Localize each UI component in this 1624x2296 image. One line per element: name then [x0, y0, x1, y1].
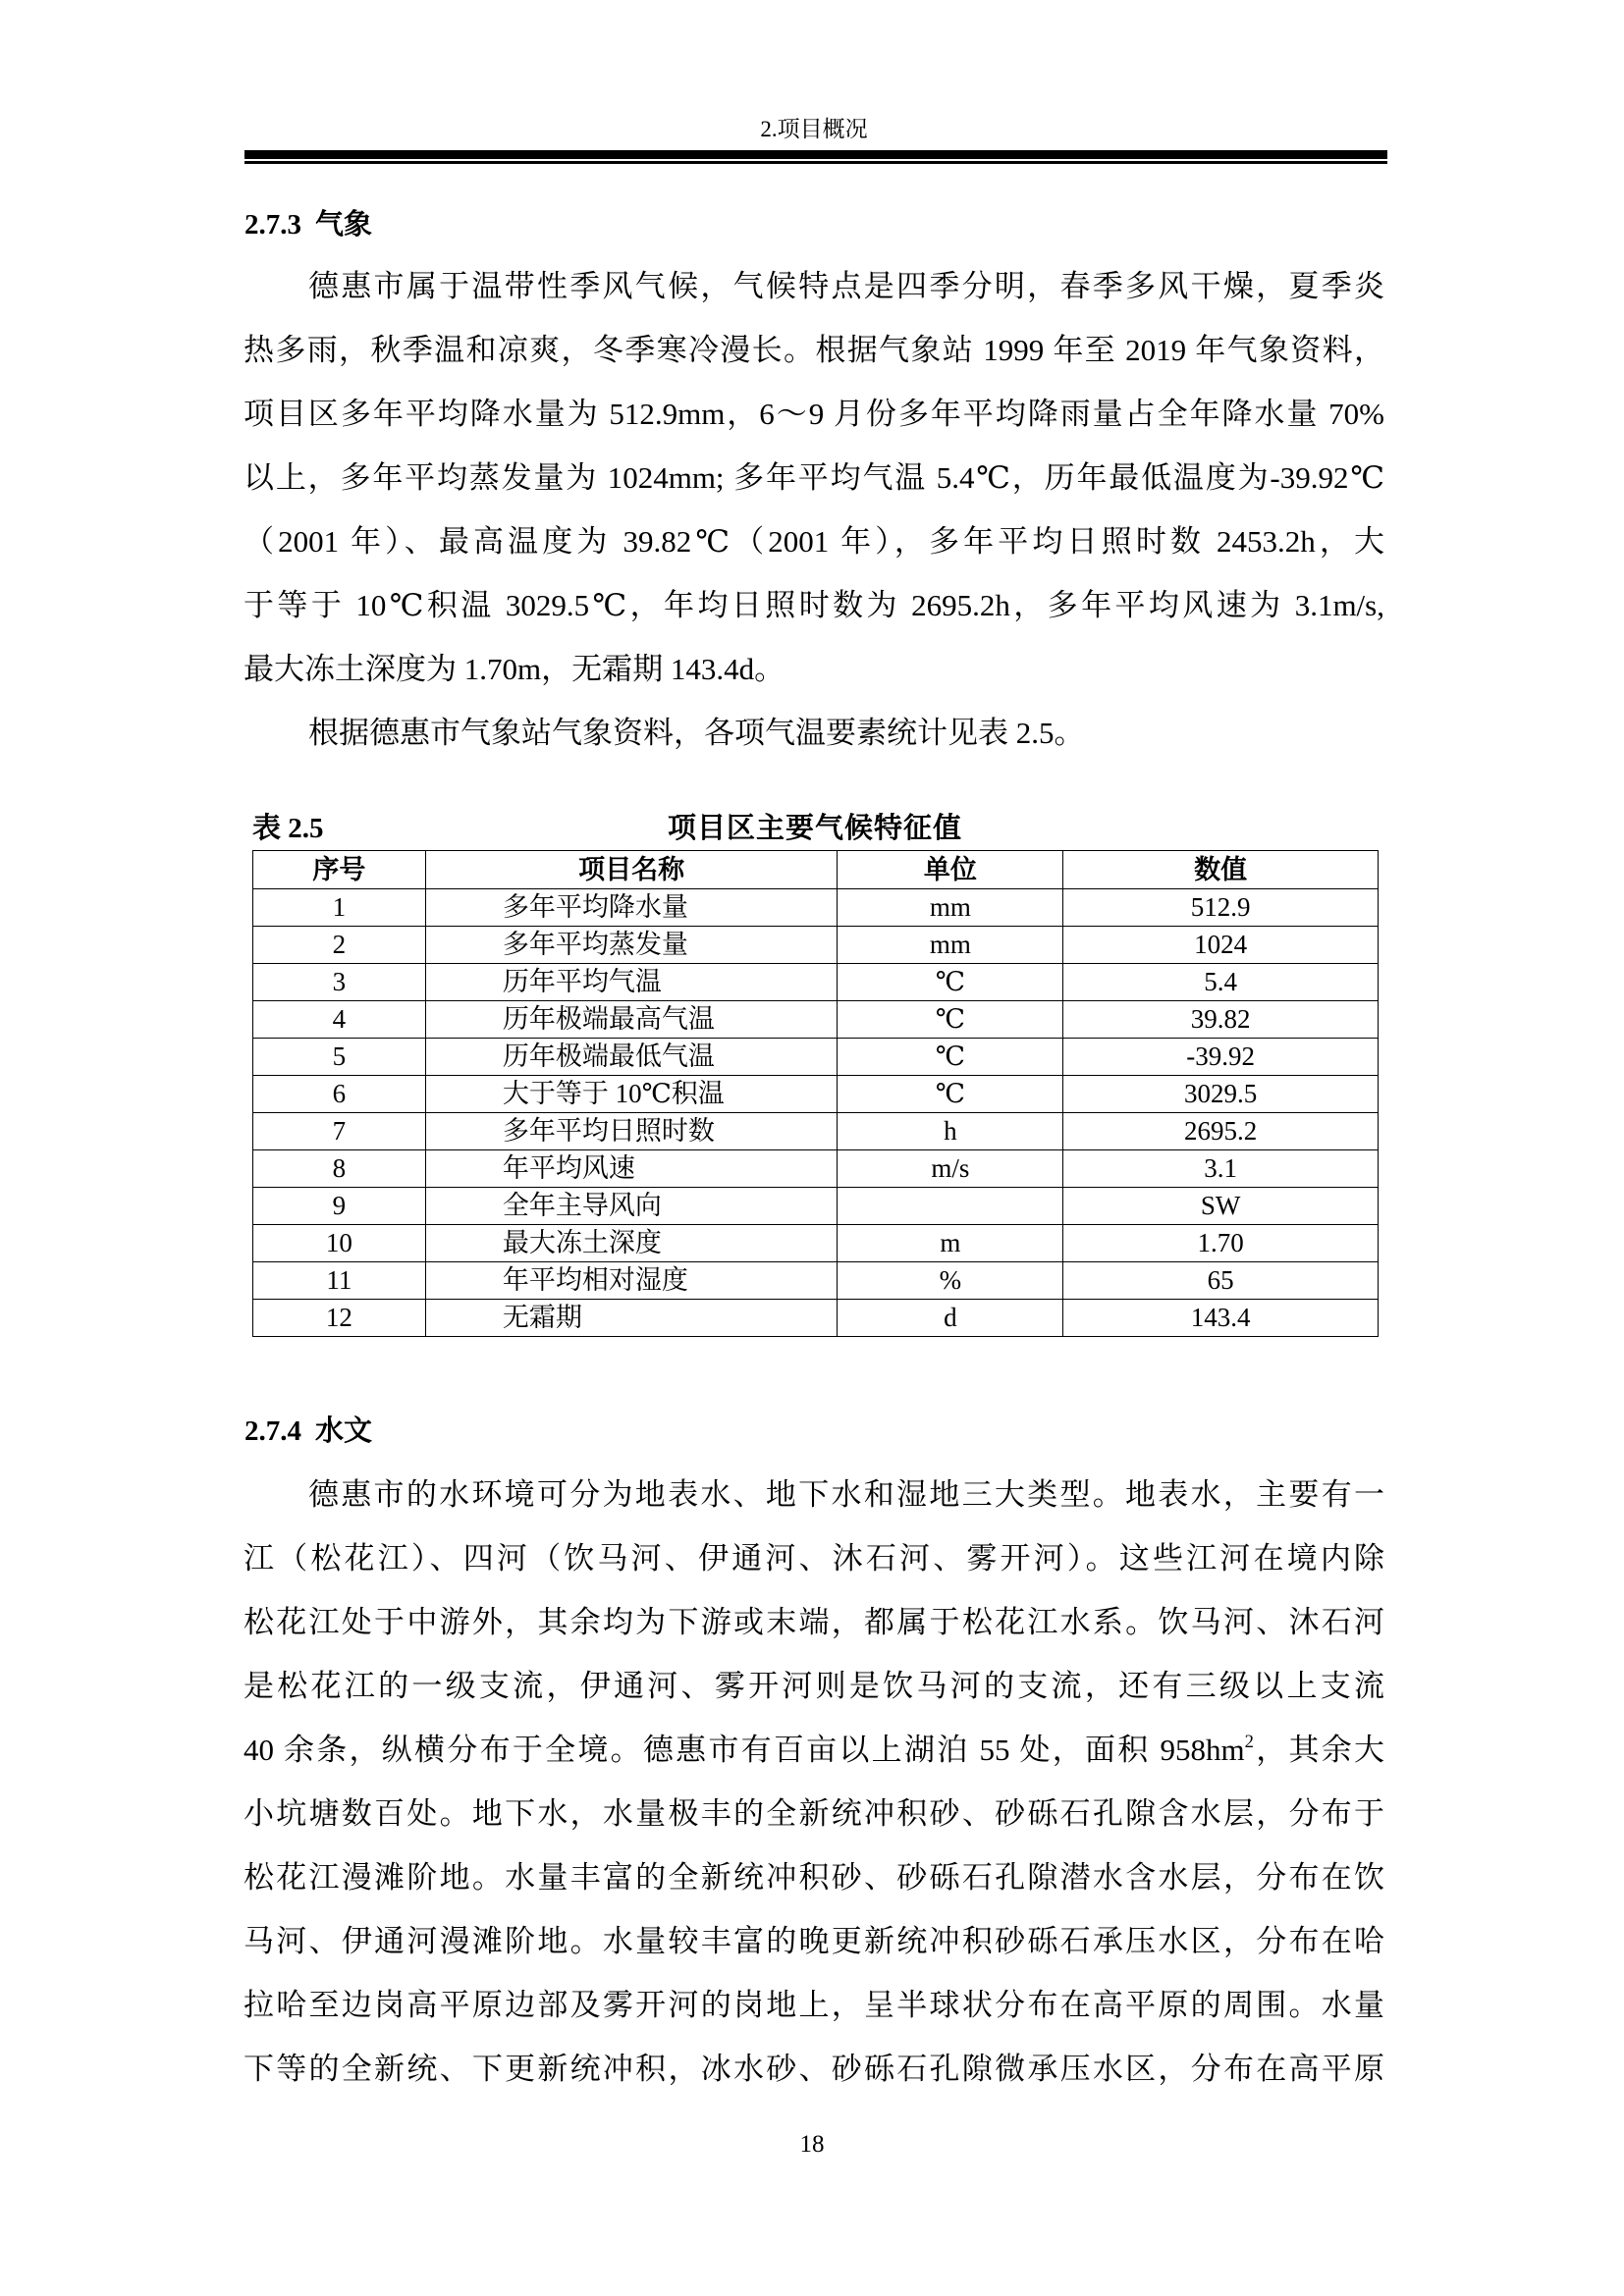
paragraph-line: 拉哈至边岗高平原边部及雾开河的岗地上，呈半球状分布在高平原的周围。水量 [244, 1988, 1384, 2022]
cell-name: 历年极端最高气温 [425, 1001, 838, 1039]
cell-name: 多年平均蒸发量 [425, 927, 838, 964]
section-title: 气象 [315, 209, 373, 240]
paragraph-climate [244, 254, 1384, 765]
section-heading-2-7-3 [244, 207, 372, 242]
paragraph-line: 是松花江的一级支流，伊通河、雾开河则是饮马河的支流，还有三级以上支流 [244, 1669, 1384, 1703]
cell-name: 历年极端最低气温 [425, 1039, 838, 1076]
paragraph-line: 下等的全新统、下更新统冲积，冰水砂、砂砾石孔隙微承压水区，分布在高平原 [244, 2052, 1384, 2086]
cell-name: 多年平均日照时数 [425, 1113, 838, 1150]
cell-name: 全年主导风向 [425, 1188, 838, 1225]
paragraph-line: 马河、伊通河漫滩阶地。水量较丰富的晚更新统冲积砂砾石承压水区，分布在哈 [244, 1924, 1384, 1958]
table-row [253, 927, 1379, 964]
section-title: 水文 [315, 1415, 373, 1447]
cell-no: 5 [253, 1039, 426, 1076]
cell-value: -39.92 [1063, 1039, 1379, 1076]
paragraph-line: 德惠市的水环境可分为地表水、地下水和湿地三大类型。地表水，主要有一 [308, 1477, 1384, 1512]
table-header-row [253, 851, 1379, 889]
paragraph-line: 以上，多年平均蒸发量为 1024mm; 多年平均气温 5.4℃，历年最低温度为-39.92℃ [244, 460, 1384, 495]
cell-value: 2695.2 [1063, 1113, 1379, 1150]
table-row [253, 1001, 1379, 1039]
cell-name: 无霜期 [425, 1300, 838, 1337]
line-text-tail: ，其余大 [1253, 1733, 1384, 1767]
cell-name: 大于等于 10℃积温 [425, 1076, 838, 1113]
paragraph-line: 最大冻土深度为 1.70m，无霜期 143.4d。 [244, 652, 785, 686]
paragraph-line: 于等于 10℃积温 3029.5℃，年均日照时数为 2695.2h，多年平均风速为 3.1m/s, [244, 588, 1384, 622]
cell-value: 3029.5 [1063, 1076, 1379, 1113]
cell-name: 年平均相对湿度 [425, 1262, 838, 1300]
page-number: 18 [799, 2131, 825, 2158]
column-header-name: 项目名称 [425, 851, 838, 889]
cell-unit: % [838, 1262, 1063, 1300]
column-header-value: 数值 [1063, 851, 1379, 889]
climate-characteristics-table [252, 850, 1379, 1337]
column-header-unit: 单位 [838, 851, 1063, 889]
cell-unit: m [838, 1225, 1063, 1262]
cell-name: 年平均风速 [425, 1150, 838, 1188]
cell-no: 12 [253, 1300, 426, 1337]
paragraph-line: 松花江漫滩阶地。水量丰富的全新统冲积砂、砂砾石孔隙潜水含水层，分布在饮 [244, 1860, 1384, 1895]
cell-value: 5.4 [1063, 964, 1379, 1001]
table-row [253, 1039, 1379, 1076]
cell-no: 10 [253, 1225, 426, 1262]
table-row [253, 1188, 1379, 1225]
cell-value: 143.4 [1063, 1300, 1379, 1337]
table-row [253, 889, 1379, 927]
table-row [253, 1150, 1379, 1188]
cell-value: 1.70 [1063, 1225, 1379, 1262]
header-rule-thick [244, 150, 1387, 159]
cell-unit: ℃ [838, 1001, 1063, 1039]
paragraph-line: 热多雨，秋季温和凉爽，冬季寒冷漫长。根据气象站 1999 年至 2019 年气象资料， [244, 333, 1384, 367]
cell-unit [838, 1188, 1063, 1225]
section-number: 2.7.3 [244, 209, 301, 240]
cell-no: 6 [253, 1076, 426, 1113]
cell-value: 65 [1063, 1262, 1379, 1300]
header-rule-thin [244, 161, 1387, 164]
line-text: 40 余条，纵横分布于全境。德惠市有百亩以上湖泊 55 处，面积 958hm [244, 1733, 1245, 1767]
cell-unit: d [838, 1300, 1063, 1337]
cell-no: 11 [253, 1262, 426, 1300]
section-number: 2.7.4 [244, 1415, 301, 1447]
cell-unit: h [838, 1113, 1063, 1150]
table-row [253, 1076, 1379, 1113]
table-row [253, 1300, 1379, 1337]
cell-no: 1 [253, 889, 426, 927]
cell-value: 3.1 [1063, 1150, 1379, 1188]
cell-unit: mm [838, 927, 1063, 964]
cell-no: 8 [253, 1150, 426, 1188]
table-row [253, 1113, 1379, 1150]
cell-no: 9 [253, 1188, 426, 1225]
paragraph-line: 松花江处于中游外，其余均为下游或末端，都属于松花江水系。饮马河、沐石河 [244, 1605, 1384, 1639]
cell-unit: m/s [838, 1150, 1063, 1188]
column-header-no: 序号 [253, 851, 426, 889]
table-title: 项目区主要气候特征值 [667, 813, 962, 844]
paragraph-line [244, 1718, 1384, 1782]
cell-value: SW [1063, 1188, 1379, 1225]
table-caption [252, 811, 1378, 846]
cell-value: 39.82 [1063, 1001, 1379, 1039]
paragraph-line: 小坑塘数百处。地下水，水量极丰的全新统冲积砂、砂砾石孔隙含水层，分布于 [244, 1796, 1384, 1831]
table-row [253, 964, 1379, 1001]
cell-name: 最大冻土深度 [425, 1225, 838, 1262]
cell-unit: mm [838, 889, 1063, 927]
cell-unit: ℃ [838, 1039, 1063, 1076]
paragraph-table-reference: 根据德惠市气象站气象资料，各项气温要素统计见表 2.5。 [308, 716, 1085, 750]
paragraph-line: （2001 年）、最高温度为 39.82℃（2001 年），多年平均日照时数 2453.2h，大 [244, 524, 1384, 559]
cell-no: 7 [253, 1113, 426, 1150]
cell-value: 512.9 [1063, 889, 1379, 927]
cell-value: 1024 [1063, 927, 1379, 964]
cell-name: 多年平均降水量 [425, 889, 838, 927]
table-label: 表 2.5 [252, 813, 324, 844]
cell-no: 2 [253, 927, 426, 964]
section-heading-2-7-4 [244, 1414, 372, 1449]
table-row [253, 1262, 1379, 1300]
cell-no: 3 [253, 964, 426, 1001]
paragraph-line: 江（松花江）、四河（饮马河、伊通河、沐石河、雾开河）。这些江河在境内除 [244, 1541, 1384, 1575]
paragraph-hydrology [244, 1463, 1384, 2101]
table-row [253, 1225, 1379, 1262]
cell-no: 4 [253, 1001, 426, 1039]
cell-name: 历年平均气温 [425, 964, 838, 1001]
running-title: 2.项目概况 [760, 117, 868, 141]
paragraph-line: 德惠市属于温带性季风气候，气候特点是四季分明，春季多风干燥，夏季炎 [308, 269, 1384, 303]
cell-unit: ℃ [838, 1076, 1063, 1113]
cell-unit: ℃ [838, 964, 1063, 1001]
paragraph-line: 项目区多年平均降水量为 512.9mm，6～9 月份多年平均降雨量占全年降水量 70% [244, 397, 1384, 431]
superscript: 2 [1244, 1731, 1254, 1752]
